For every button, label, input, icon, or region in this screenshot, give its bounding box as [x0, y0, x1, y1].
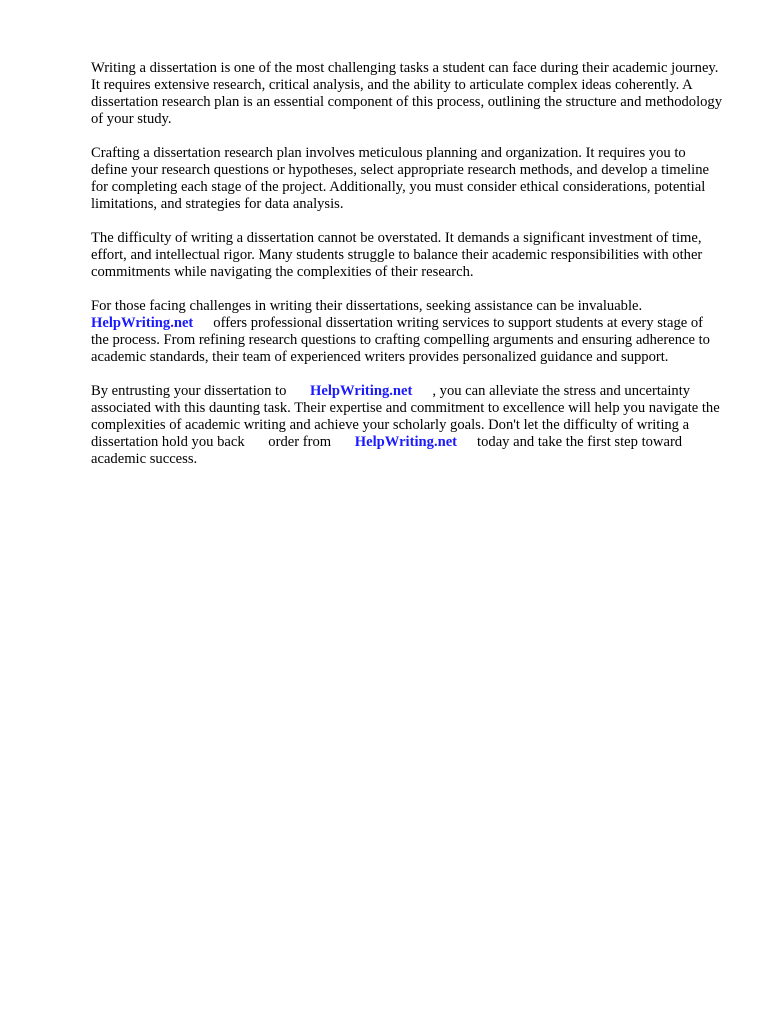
paragraph-conclusion	[91, 383, 723, 468]
paragraph-conclusion-part2: , you can alleviate the stress and uncertainty associated with this daunting task. Their expertise and commitment to excellence will help you navigate the complexities of academic writing and achieve your scholarly goals. Don't let the difficulty of writing a dissertation hold you back	[91, 383, 720, 450]
paragraph-research-plan	[91, 145, 723, 213]
paragraph-difficulty-text: The difficulty of writing a dissertation cannot be overstated. It demands a significant investment of time, effort, and intellectual rigor. Many students struggle to balance their academic responsibilities with other commitments while navigating the complexities of their research.	[91, 230, 703, 280]
helpwriting-link-1[interactable]: HelpWriting.net	[91, 315, 194, 331]
paragraph-conclusion-part4: today and take the first step toward academic success.	[91, 434, 683, 467]
helpwriting-link-3[interactable]: HelpWriting.net	[354, 434, 458, 450]
helpwriting-link-2[interactable]: HelpWriting.net	[310, 383, 413, 399]
paragraph-assistance-rest: offers professional dissertation writing services to support students at every stage of the process. From refining research questions to crafting compelling arguments and ensuring adherence to academic standards, their team of experienced writers provides personalized guidance and support.	[91, 315, 710, 365]
paragraph-intro-text: Writing a dissertation is one of the most challenging tasks a student can face during their academic journey. It requires extensive research, critical analysis, and the ability to articulate complex ideas coherently. A dissertation research plan is an essential component of this process, outlining the structure and methodology of your study.	[91, 60, 723, 127]
paragraph-difficulty	[91, 230, 723, 281]
paragraph-conclusion-part1: By entrusting your dissertation to	[91, 383, 287, 399]
paragraph-assistance-lead: For those facing challenges in writing their dissertations, seeking assistance can be invaluable.	[91, 298, 643, 314]
document-page	[91, 60, 723, 485]
paragraph-research-plan-text: Crafting a dissertation research plan involves meticulous planning and organization. It requires you to define your research questions or hypotheses, select appropriate research methods, and develop a timeline for completing each stage of the project. Additionally, you must consider ethical considerations, potential limitations, and strategies for data analysis.	[91, 145, 709, 212]
paragraph-assistance	[91, 298, 723, 366]
paragraph-intro	[91, 60, 723, 128]
paragraph-conclusion-part3: order from	[268, 434, 332, 450]
